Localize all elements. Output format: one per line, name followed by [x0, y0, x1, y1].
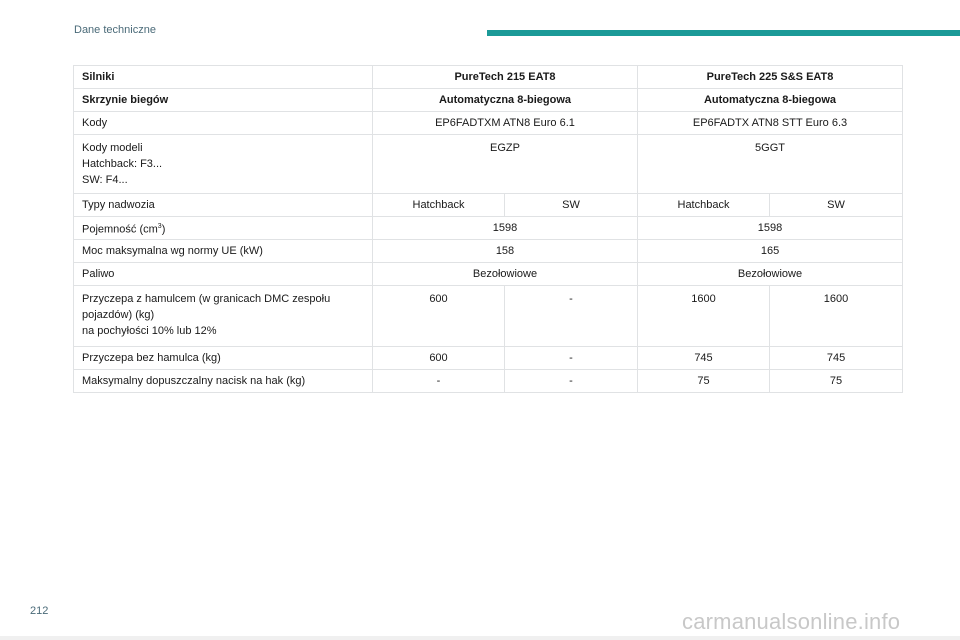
row-label-line: Hatchback: F3...: [82, 158, 163, 170]
table-cell: 600: [373, 347, 505, 370]
row-label-line: Kody modeli: [82, 142, 143, 154]
row-label: Moc maksymalna wg normy UE (kW): [74, 240, 373, 263]
page-number: 212: [30, 605, 49, 617]
table-row-codes: [74, 112, 903, 135]
table-cell: -: [373, 370, 505, 393]
table-cell: 1598: [373, 217, 638, 240]
table-cell: 1598: [638, 217, 903, 240]
table-row-braked-trailer: [74, 286, 903, 347]
row-label: Przyczepa bez hamulca (kg): [74, 347, 373, 370]
table-cell: Hatchback: [373, 194, 505, 217]
table-cell: Bezołowiowe: [638, 263, 903, 286]
table-cell: -: [505, 347, 638, 370]
row-label: [74, 286, 373, 347]
table-row-capacity: [74, 217, 903, 240]
row-label-text: ): [161, 223, 166, 236]
row-label-line: na pochyłości 10% lub 12%: [82, 325, 217, 337]
table-cell: 5GGT: [638, 135, 903, 194]
table-cell: EP6FADTX ATN8 STT Euro 6.3: [638, 112, 903, 135]
row-label-line: Przyczepa z hamulcem (w granicach DMC zespołu: [82, 293, 331, 305]
row-label: [74, 135, 373, 194]
row-label-line: SW: F4...: [82, 174, 128, 186]
table-cell: EGZP: [373, 135, 638, 194]
table-row-body-types: [74, 194, 903, 217]
table-cell: SW: [505, 194, 638, 217]
table-cell: Hatchback: [638, 194, 770, 217]
table-cell: Automatyczna 8-biegowa: [638, 89, 903, 112]
table-row-power: [74, 240, 903, 263]
table-cell: 1600: [770, 286, 903, 347]
table-cell: Bezołowiowe: [373, 263, 638, 286]
header-accent-bar: [487, 30, 960, 36]
engine-2-header: PureTech 225 S&S EAT8: [638, 66, 903, 89]
section-title: Dane techniczne: [74, 24, 156, 36]
row-label-text: Pojemność (cm: [82, 223, 158, 236]
table-cell: 165: [638, 240, 903, 263]
row-label: Kody: [74, 112, 373, 135]
table-row-hitch-load: [74, 370, 903, 393]
row-label: Typy nadwozia: [74, 194, 373, 217]
superscript: 3: [157, 222, 162, 230]
table-cell: EP6FADTXM ATN8 Euro 6.1: [373, 112, 638, 135]
table-cell: 75: [770, 370, 903, 393]
table-cell: 1600: [638, 286, 770, 347]
table-cell: -: [505, 370, 638, 393]
row-label: [74, 217, 373, 240]
table-row-gearbox: [74, 89, 903, 112]
table-cell: -: [505, 286, 638, 347]
row-label: Silniki: [74, 66, 373, 89]
table-row-unbraked-trailer: [74, 347, 903, 370]
row-label: Skrzynie biegów: [74, 89, 373, 112]
row-label-line: pojazdów) (kg): [82, 309, 155, 321]
table-cell: 158: [373, 240, 638, 263]
row-label: Paliwo: [74, 263, 373, 286]
table-row-fuel: [74, 263, 903, 286]
table-cell: 745: [770, 347, 903, 370]
table-cell: 75: [638, 370, 770, 393]
spec-table: [73, 65, 903, 393]
table-cell: Automatyczna 8-biegowa: [373, 89, 638, 112]
engine-1-header: PureTech 215 EAT8: [373, 66, 638, 89]
table-cell: 745: [638, 347, 770, 370]
row-label: Maksymalny dopuszczalny nacisk na hak (kg): [74, 370, 373, 393]
table-row-engines: [74, 66, 903, 89]
watermark-bar: [0, 636, 960, 640]
table-row-model-codes: [74, 135, 903, 194]
watermark: carmanualsonline.info: [682, 609, 901, 634]
table-cell: 600: [373, 286, 505, 347]
table-cell: SW: [770, 194, 903, 217]
